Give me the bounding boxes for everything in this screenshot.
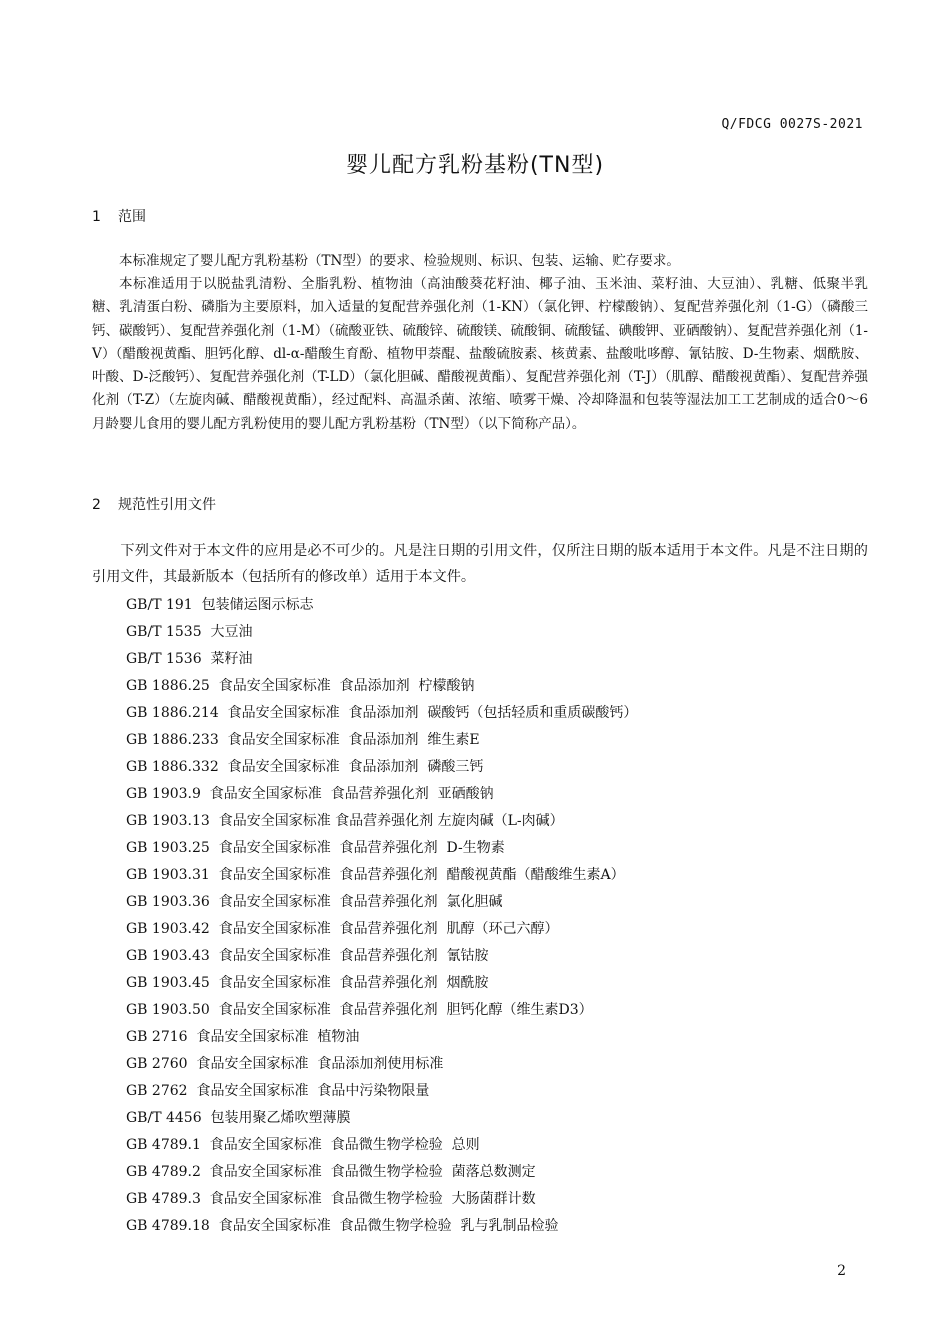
reference-item: GB 4789.2 食品安全国家标准 食品微生物学检验 菌落总数测定: [126, 1164, 536, 1180]
reference-item: GB 1903.50 食品安全国家标准 食品营养强化剂 胆钙化醇（维生素D3）: [126, 1002, 593, 1018]
section-1-title: 范围: [118, 209, 146, 225]
section-2-heading: [92, 494, 216, 514]
reference-list: [126, 592, 637, 1240]
reference-item: GB 1886.214 食品安全国家标准 食品添加剂 碳酸钙（包括轻质和重质碳酸钙）: [126, 705, 638, 721]
document-code: Q/FDCG 0027S-2021: [721, 117, 863, 132]
section-1-applicability: 本标准适用于以脱盐乳清粉、全脂乳粉、植物油（高油酸葵花籽油、椰子油、玉米油、菜籽油、大豆油）、乳糖、低聚半乳糖、乳清蛋白粉、磷脂为主要原料，加入适量的复配营养强化剂（1-KN）（氯化钾、柠檬酸钠）、复配营养强化剂（1-G）（磷酸三钙、碳酸钙）、复配营养强化剂（1-M）（硫酸亚铁、硫酸锌、硫酸镁、硫酸铜、硫酸锰、碘酸钾、亚硒酸钠）、复配营养强化剂（1-V）（醋酸视黄酯、胆钙化醇、dl-α-醋酸生育酚、植物甲萘醌、盐酸硫胺素、核黄素、盐酸吡哆醇、氰钴胺、D-生物素、烟酰胺、叶酸、D-泛酸钙）、复配营养强化剂（T-LD）（氯化胆碱、醋酸视黄酯）、复配营养强化剂（T-J）（肌醇、醋酸视黄酯）、复配营养强化剂（T-Z）（左旋肉碱、醋酸视黄酯），经过配料、高温杀菌、浓缩、喷雾干燥、冷却降温和包装等湿法加工工艺制成的适合0～6月龄婴儿食用的婴儿配方乳粉使用的婴儿配方乳粉基粉（TN型）（以下简称产品）。: [92, 276, 868, 432]
reference-item: GB 1886.332 食品安全国家标准 食品添加剂 磷酸三钙: [126, 759, 484, 775]
section-2-number: 2: [92, 497, 101, 513]
section-2-intro: 下列文件对于本文件的应用是必不可少的。凡是注日期的引用文件，仅所注日期的版本适用于本文件。凡是不注日期的引用文件，其最新版本（包括所有的修改单）适用于本文件。: [92, 543, 868, 585]
reference-item: GB/T 1535 大豆油: [126, 624, 253, 640]
reference-item: GB 2762 食品安全国家标准 食品中污染物限量: [126, 1083, 430, 1099]
document-title: 婴儿配方乳粉基粉(TN型): [345, 153, 605, 178]
reference-item: GB 1903.45 食品安全国家标准 食品营养强化剂 烟酰胺: [126, 975, 489, 991]
reference-item: GB 1903.42 食品安全国家标准 食品营养强化剂 肌醇（环己六醇）: [126, 921, 559, 937]
reference-item: GB 1903.9 食品安全国家标准 食品营养强化剂 亚硒酸钠: [126, 786, 494, 802]
section-1-scope-statement: 本标准规定了婴儿配方乳粉基粉（TN型）的要求、检验规则、标识、包装、运输、贮存要求。: [119, 253, 680, 269]
reference-item: GB 2716 食品安全国家标准 植物油: [126, 1029, 360, 1045]
section-1-number: 1: [92, 209, 101, 225]
reference-item: GB 4789.18 食品安全国家标准 食品微生物学检验 乳与乳制品检验: [126, 1218, 559, 1234]
reference-item: GB 4789.3 食品安全国家标准 食品微生物学检验 大肠菌群计数: [126, 1191, 536, 1207]
reference-item: GB 1903.43 食品安全国家标准 食品营养强化剂 氰钴胺: [126, 948, 489, 964]
page-number: 2: [837, 1263, 846, 1279]
reference-item: GB/T 4456 包装用聚乙烯吹塑薄膜: [126, 1110, 351, 1126]
reference-item: GB 1903.13 食品安全国家标准 食品营养强化剂 左旋肉碱（L-肉碱）: [126, 813, 564, 829]
reference-item: GB 1886.233 食品安全国家标准 食品添加剂 维生素E: [126, 732, 480, 748]
section-1-heading: [92, 206, 146, 226]
reference-item: GB 1903.25 食品安全国家标准 食品营养强化剂 D-生物素: [126, 840, 505, 856]
reference-item: GB/T 191 包装储运图示标志: [126, 597, 314, 613]
reference-item: GB 1903.36 食品安全国家标准 食品营养强化剂 氯化胆碱: [126, 894, 503, 910]
section-2-title: 规范性引用文件: [118, 497, 216, 513]
reference-item: GB 1903.31 食品安全国家标准 食品营养强化剂 醋酸视黄酯（醋酸维生素A）: [126, 867, 625, 883]
reference-item: GB 4789.1 食品安全国家标准 食品微生物学检验 总则: [126, 1137, 480, 1153]
reference-item: GB 2760 食品安全国家标准 食品添加剂使用标准: [126, 1056, 444, 1072]
reference-item: GB/T 1536 菜籽油: [126, 651, 253, 667]
reference-item: GB 1886.25 食品安全国家标准 食品添加剂 柠檬酸钠: [126, 678, 475, 694]
